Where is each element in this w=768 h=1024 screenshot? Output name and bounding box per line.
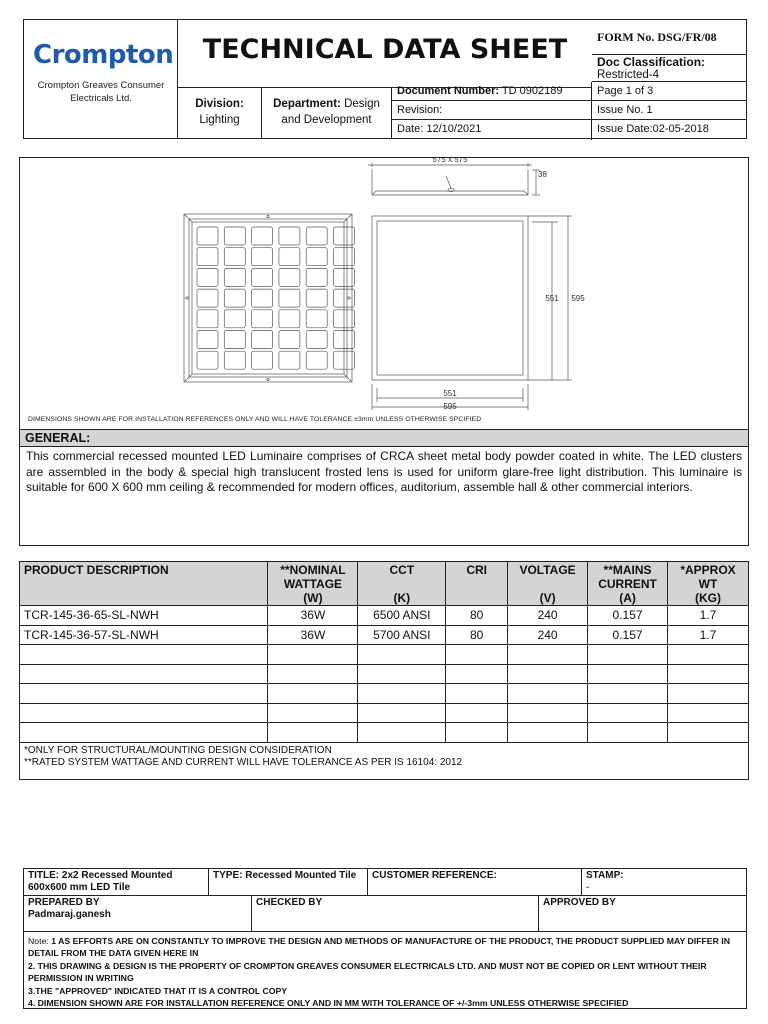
empty-row [20,723,749,743]
lens-cell [197,331,218,349]
doc-number-value: TD 0902189 [501,85,563,97]
table-notes-row [20,742,749,779]
doc-number-row [392,82,592,101]
lens-cell [197,289,218,307]
stamp-cell [582,869,746,895]
title-cell [24,869,209,895]
dim-inner-v-label: 551 [545,294,559,303]
table-row [20,606,749,626]
table-note-1: *ONLY FOR STRUCTURAL/MOUNTING DESIGN CONSIDERATION [24,744,332,756]
form-info [592,20,747,140]
issue-number: Issue No. 1 [592,101,747,120]
doc-class-value: Restricted-4 [597,69,659,81]
department-label: Department: [273,98,341,110]
title-block [23,868,747,1009]
division-value: Lighting [199,114,240,126]
product-wattage: 36W [268,606,358,626]
product-current: 0.157 [588,625,668,645]
front-view-drawing [184,214,355,382]
product-cri: 80 [446,606,508,626]
drawing-section [19,157,749,546]
customer-reference-cell: CUSTOMER REFERENCE: [368,869,582,895]
doc-classification [592,55,747,82]
division-label: Division: [195,98,244,110]
lens-cell [197,248,218,266]
brand-logo: Crompton [33,40,174,70]
division-cell [178,88,262,139]
product-current: 0.157 [588,606,668,626]
date-row [392,120,592,140]
doc-class-label: Doc Classification: [597,55,706,69]
document-info [392,82,592,140]
footer-note-3: 3.THE "APPROVED" INDICATED THAT IT IS A CONTROL COPY [28,985,288,996]
col-cri: CRI [446,562,508,606]
col-cct: CCT (K) [358,562,446,606]
empty-row [20,645,749,665]
table-header-row [20,562,749,606]
date-value: 12/10/2021 [426,123,482,135]
lens-cell [279,248,300,266]
prepared-by-cell [24,896,252,932]
lens-cell [306,268,327,286]
footer-note-2: 2. THIS DRAWING & DESIGN IS THE PROPERTY OF CROMPTON GREAVES CONSUMER ELECTRICALS LTD. AND MUST NOT BE COPIED OR LENT WITHOUT THEIR PERMISSION IN WRITING [28,960,707,984]
revision-label: Revision: [397,104,443,116]
lens-cell [224,351,245,369]
product-table [19,561,749,780]
col-current: **MAINS CURRENT (A) [588,562,668,606]
lens-cell [252,331,273,349]
lens-cell [306,310,327,328]
lens-cell [252,351,273,369]
lens-cell [197,351,218,369]
table-row [20,625,749,645]
department-value-2: and Development [281,114,372,126]
department-cell [262,88,392,139]
product-cri: 80 [446,625,508,645]
lens-cell [252,227,273,245]
dim-outer-v-label: 595 [571,294,585,303]
lens-cell [197,227,218,245]
lens-cell [224,268,245,286]
date-label: Date: [397,123,424,135]
lens-cell [306,351,327,369]
table-note-2: **RATED SYSTEM WATTAGE AND CURRENT WILL HAVE TOLERANCE AS PER IS 16104: 2012 [24,756,463,768]
footer-note-label: Note: [28,936,49,946]
product-weight: 1.7 [668,606,749,626]
revision-row [392,101,592,120]
col-wattage: **NOMINAL WATTAGE (W) [268,562,358,606]
product-description: TCR-145-36-65-SL-NWH [20,606,268,626]
stamp-label: STAMP: [586,870,624,881]
lens-cell [279,289,300,307]
lens-cell [279,268,300,286]
dimension-note: DIMENSIONS SHOWN ARE FOR INSTALLATION REFERENCES ONLY AND WILL HAVE TOLERANCE ±3mm UNLESS OTHERWISE SPCIFIED [28,416,482,423]
title-cell [178,20,592,88]
dim-height-label: 38 [538,170,547,179]
page-title: TECHNICAL DATA SHEET [202,34,568,65]
product-weight: 1.7 [668,625,749,645]
lens-cell [306,227,327,245]
form-number: FORM No. DSG/FR/08 [592,20,747,55]
general-heading: GENERAL: [20,429,748,447]
department-value-1: Design [344,98,380,110]
technical-drawing [20,158,748,428]
page-number: Page 1 of 3 [592,82,747,101]
product-voltage: 240 [508,606,588,626]
lens-cell [197,268,218,286]
lens-cell [279,331,300,349]
general-description: This commercial recessed mounted LED Luminaire comprises of CRCA sheet metal body powder coated in white. The LED clusters are assembled in the body & special high translucent frosted lens is used for uniform glare-free light distribution. This luminaire is suitable for 600 X 600 mm ceiling & recommended for modern offices, auditorium, assemble hall & other commercial interiors. [26,449,742,495]
empty-row [20,684,749,704]
title-block-row-2 [24,896,746,932]
logo-cell [24,20,178,139]
lens-cell [224,331,245,349]
lens-cell [306,248,327,266]
side-view-drawing [368,163,540,195]
lens-cell [224,310,245,328]
footer-notes [24,932,746,1008]
title-line-1: TITLE: 2x2 Recessed Mounted [28,870,173,881]
dim-outer-h-label: 595 [443,402,457,411]
plan-view-drawing [372,216,572,410]
lens-cell [224,248,245,266]
lens-cell [252,289,273,307]
lens-cell [306,289,327,307]
empty-row [20,664,749,684]
title-block-row-1 [24,869,746,896]
product-voltage: 240 [508,625,588,645]
lens-cell [252,310,273,328]
document-header [23,19,747,139]
empty-row [20,703,749,723]
lens-cell [224,227,245,245]
issue-date: Issue Date:02-05-2018 [597,123,709,135]
table-notes [20,742,749,779]
col-voltage: VOLTAGE (V) [508,562,588,606]
footer-note-4: 4. DIMENSION SHOWN ARE FOR INSTALLATION REFERENCE ONLY AND IN MM WITH TOLERANCE OF +/-3mm UNLESS OTHERWISE SPECIFIED [28,998,629,1009]
col-description: PRODUCT DESCRIPTION [20,562,268,606]
product-description: TCR-145-36-57-SL-NWH [20,625,268,645]
lens-cell [306,331,327,349]
lens-cell [279,351,300,369]
company-name: Crompton Greaves Consumer Electricals Ltd. [37,80,165,104]
lens-cell [279,310,300,328]
approved-by-cell: APPROVED BY [543,897,616,908]
lens-cell [224,289,245,307]
lens-cell [279,227,300,245]
stamp-mark: - [586,882,590,893]
lens-cell [252,248,273,266]
doc-number-label: Document Number: [397,85,500,97]
dim-inner-h-label: 551 [443,389,457,398]
product-wattage: 36W [268,625,358,645]
prepared-by-label: PREPARED BY [28,897,100,908]
type-cell: TYPE: Recessed Mounted Tile [209,869,368,895]
footer-note-1: 1 AS EFFORTS ARE ON CONSTANTLY TO IMPROVE THE DESIGN AND METHODS OF MANUFACTURE OF THE PRODUCT, THE PRODUCT SUPPLIED MAY DIFFER IN DETAIL FROM THE DATA GIVEN HERE IN [28,936,730,959]
lens-cell [197,310,218,328]
product-cct: 6500 ANSI [358,606,446,626]
title-line-2: 600x600 mm LED Tile [28,882,131,893]
prepared-by-value: Padmaraj.ganesh [28,909,111,920]
product-cct: 5700 ANSI [358,625,446,645]
lens-cell [252,268,273,286]
col-weight: *APPROX WT (KG) [668,562,749,606]
checked-by-cell: CHECKED BY [252,896,539,932]
dim-top-label: 575 x 575 [432,158,468,164]
